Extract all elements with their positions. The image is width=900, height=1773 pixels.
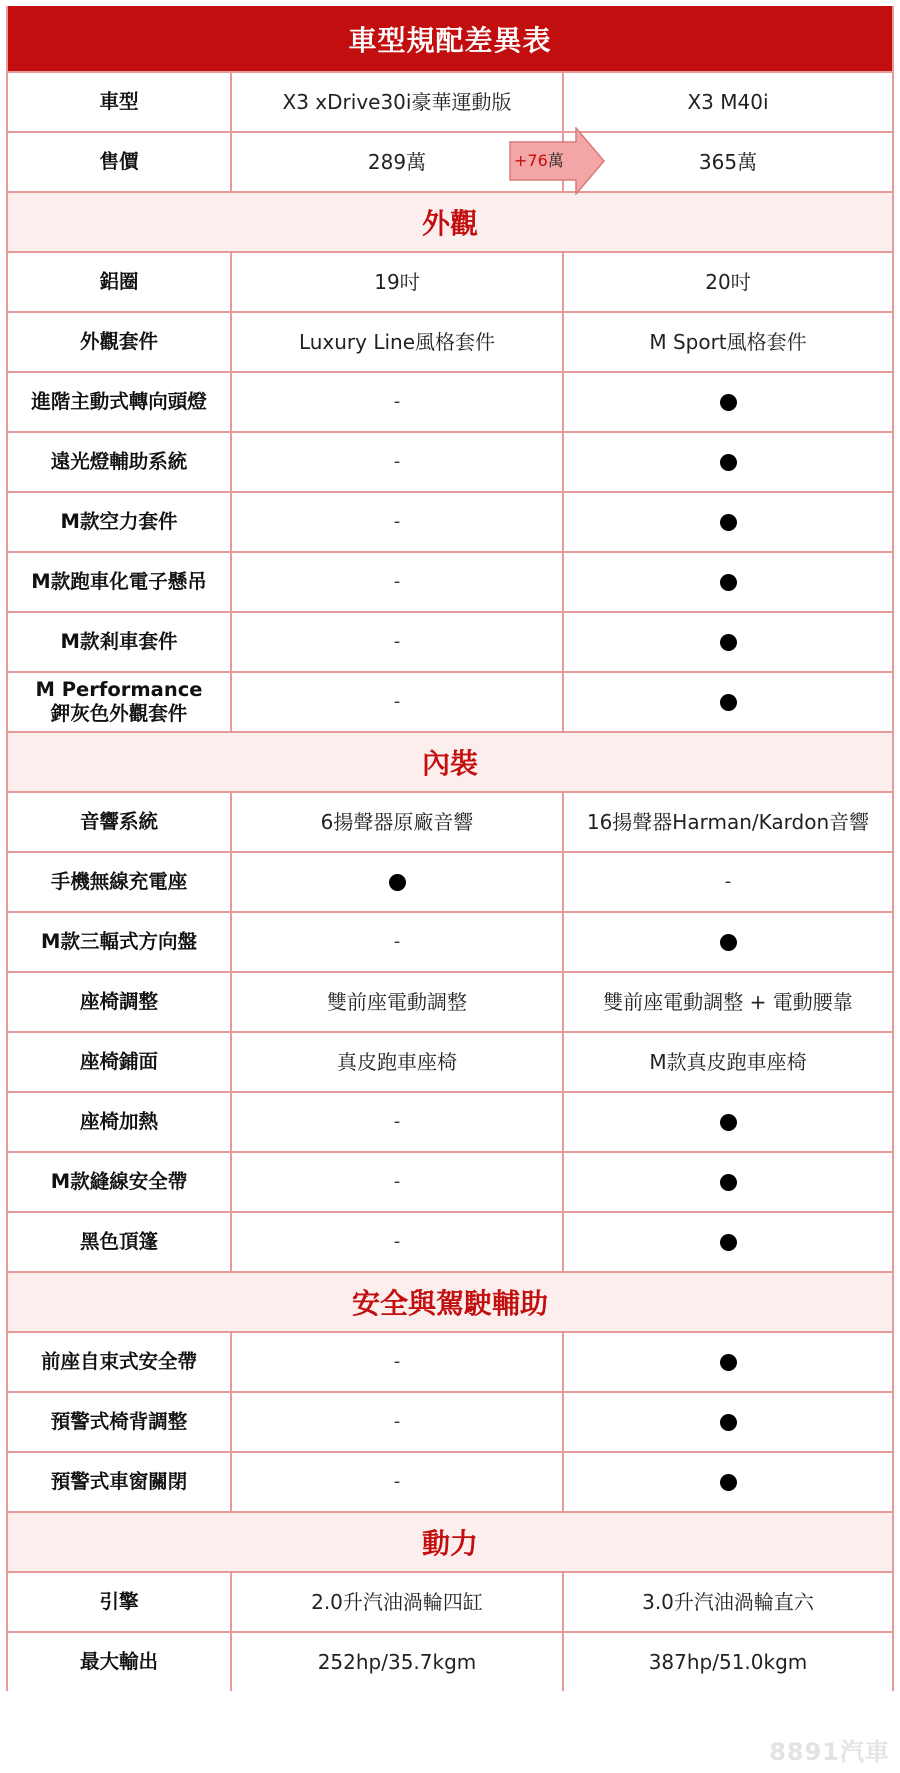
feature-value-b: 387hp/51.0kgm: [562, 1633, 892, 1691]
feature-value-a: 252hp/35.7kgm: [230, 1633, 562, 1691]
model-label: 車型: [99, 89, 139, 113]
feature-value-a: 2.0升汽油渦輪四缸: [230, 1573, 562, 1631]
feature-value-b: 20吋: [562, 253, 892, 311]
feature-value-a: -: [230, 1393, 562, 1451]
table-row: [8, 791, 892, 851]
feature-value-a: 雙前座電動調整: [230, 973, 562, 1031]
feature-value-b: 3.0升汽油渦輪直六: [562, 1573, 892, 1631]
table-row: [8, 551, 892, 611]
table-row: [8, 1571, 892, 1631]
included-dot-icon: [720, 454, 737, 471]
included-dot-icon: [720, 1174, 737, 1191]
table-row: [8, 1451, 892, 1511]
feature-value-b: M Sport風格套件: [562, 313, 892, 371]
feature-value-b: [562, 1333, 892, 1391]
included-dot-icon: [720, 694, 737, 711]
feature-value-a: -: [230, 1153, 562, 1211]
price-difference-label: [514, 148, 564, 171]
included-dot-icon: [720, 634, 737, 651]
feature-label: M款空力套件: [60, 509, 178, 533]
included-dot-icon: [720, 1234, 737, 1251]
feature-value-a: -: [230, 913, 562, 971]
table-row: [8, 671, 892, 731]
feature-value-a: -: [230, 1213, 562, 1271]
feature-label: 前座自束式安全帶: [40, 1349, 197, 1373]
included-dot-icon: [720, 514, 737, 531]
model-a-name: X3 xDrive30i豪華運動版: [230, 73, 562, 131]
feature-value-b: [562, 1393, 892, 1451]
feature-value-b: [562, 553, 892, 611]
feature-label: 座椅調整: [79, 989, 158, 1013]
feature-label: M款三輻式方向盤: [41, 929, 197, 953]
included-dot-icon: [720, 1354, 737, 1371]
feature-label: 音響系統: [79, 809, 158, 833]
feature-value-b: 16揚聲器Harman/Kardon音響: [562, 793, 892, 851]
feature-value-a: -: [230, 1093, 562, 1151]
sections-container: [8, 191, 892, 1691]
feature-value-a: [230, 853, 562, 911]
feature-value-a: -: [230, 673, 562, 731]
section-title-safety: 安全與駕駛輔助: [8, 1271, 892, 1331]
model-header-row: [8, 71, 892, 131]
feature-value-b: [562, 493, 892, 551]
feature-label: 進階主動式轉向頭燈: [31, 389, 207, 413]
feature-label: 鋁圈: [99, 269, 139, 293]
feature-value-b: [562, 373, 892, 431]
feature-label: 黑色頂篷: [79, 1229, 158, 1253]
feature-value-b: [562, 1153, 892, 1211]
table-row: [8, 1151, 892, 1211]
price-label: 售價: [99, 149, 139, 173]
feature-value-b: [562, 433, 892, 491]
feature-label: 手機無線充電座: [50, 869, 188, 893]
price-b: 365萬: [562, 133, 892, 191]
table-row: [8, 1331, 892, 1391]
section-title-power: 動力: [8, 1511, 892, 1571]
feature-value-a: -: [230, 493, 562, 551]
price-difference-unit: 萬: [547, 151, 564, 170]
included-dot-icon: [720, 1414, 737, 1431]
table-row: [8, 251, 892, 311]
table-row: [8, 491, 892, 551]
table-row: [8, 1391, 892, 1451]
feature-label: 座椅鋪面: [79, 1049, 158, 1073]
feature-label: 外觀套件: [79, 329, 158, 353]
feature-label: 座椅加熱: [79, 1109, 158, 1133]
feature-label: 遠光燈輔助系統: [50, 449, 188, 473]
feature-label: 最大輸出: [79, 1649, 158, 1673]
table-title: 車型規配差異表: [8, 6, 892, 71]
feature-label: 預警式椅背調整: [50, 1409, 188, 1433]
feature-value-a: 真皮跑車座椅: [230, 1033, 562, 1091]
table-row: [8, 971, 892, 1031]
model-b-name: X3 M40i: [562, 73, 892, 131]
table-row: [8, 371, 892, 431]
section-title-interior: 內裝: [8, 731, 892, 791]
included-dot-icon: [720, 934, 737, 951]
feature-value-a: -: [230, 613, 562, 671]
price-difference-amount: +76: [514, 151, 548, 170]
feature-value-b: [562, 1093, 892, 1151]
price-row: [8, 131, 892, 191]
included-dot-icon: [720, 574, 737, 591]
feature-value-a: -: [230, 553, 562, 611]
price-a: 289萬: [230, 133, 562, 191]
feature-value-b: M款真皮跑車座椅: [562, 1033, 892, 1091]
included-dot-icon: [720, 394, 737, 411]
section-title-exterior: 外觀: [8, 191, 892, 251]
feature-label: M款剎車套件: [60, 629, 178, 653]
feature-value-b: [562, 1213, 892, 1271]
table-row: [8, 851, 892, 911]
watermark-logo: 8891汽車: [769, 1738, 890, 1766]
feature-value-a: 6揚聲器原廠音響: [230, 793, 562, 851]
table-row: [8, 611, 892, 671]
feature-label: 預警式車窗關閉: [50, 1469, 188, 1493]
feature-value-b: -: [562, 853, 892, 911]
feature-label: M款跑車化電子懸吊: [31, 569, 207, 593]
feature-label: M Performance 鉀灰色外觀套件: [35, 677, 203, 725]
included-dot-icon: [389, 874, 406, 891]
feature-value-b: [562, 913, 892, 971]
feature-value-a: -: [230, 1333, 562, 1391]
table-row: [8, 1211, 892, 1271]
feature-value-a: -: [230, 433, 562, 491]
table-row: [8, 911, 892, 971]
feature-value-b: 雙前座電動調整 + 電動腰靠: [562, 973, 892, 1031]
table-row: [8, 431, 892, 491]
feature-value-b: [562, 673, 892, 731]
feature-value-a: Luxury Line風格套件: [230, 313, 562, 371]
table-row: [8, 1631, 892, 1691]
included-dot-icon: [720, 1114, 737, 1131]
spec-comparison-table: [6, 6, 894, 1691]
table-row: [8, 1031, 892, 1091]
included-dot-icon: [720, 1474, 737, 1491]
feature-value-a: 19吋: [230, 253, 562, 311]
table-row: [8, 311, 892, 371]
feature-label: M款縫線安全帶: [50, 1169, 188, 1193]
feature-value-b: [562, 613, 892, 671]
feature-value-a: -: [230, 373, 562, 431]
feature-value-b: [562, 1453, 892, 1511]
table-row: [8, 1091, 892, 1151]
feature-value-a: -: [230, 1453, 562, 1511]
feature-label: 引擎: [99, 1589, 139, 1613]
